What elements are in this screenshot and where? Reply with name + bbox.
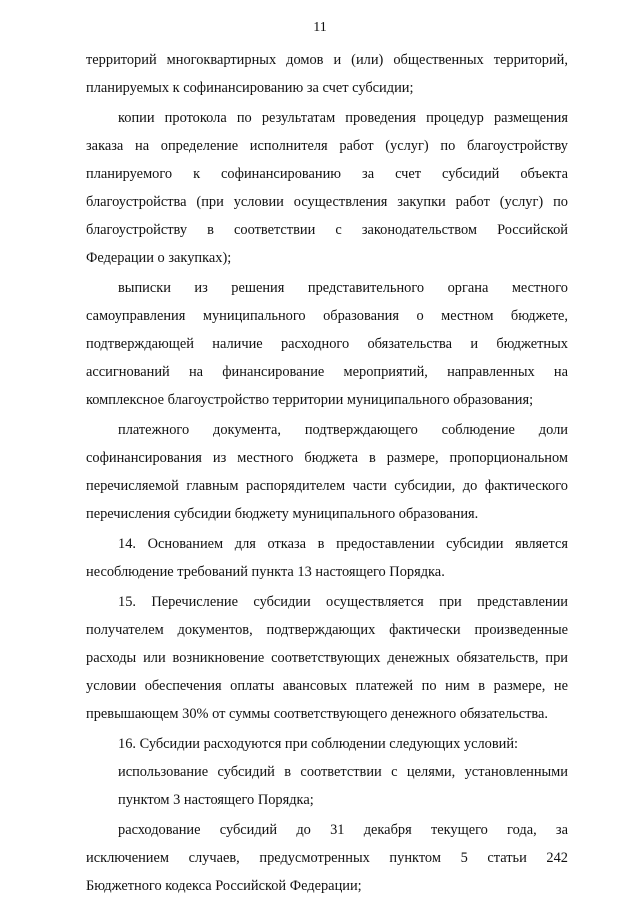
paragraph-budget-extracts bbox=[86, 274, 568, 414]
text-line: комплексное благоустройство территории муниципального образования; bbox=[86, 392, 534, 408]
text-line: 14. Основанием для отказа в предоставлении субсидии является bbox=[118, 536, 568, 552]
paragraph-clause-15 bbox=[86, 588, 568, 728]
text-line: 16. Субсидии расходуются при соблюдении следующих условий: bbox=[118, 736, 519, 752]
page-number: 11 bbox=[313, 20, 327, 35]
text-line: пунктом 3 настоящего Порядка; bbox=[118, 792, 314, 808]
paragraph-payment-document bbox=[86, 416, 568, 528]
text-line: использование субсидий в соответствии с целями, установленными bbox=[118, 764, 568, 780]
text-line: благоустройству в соответствии с законодательством Российской bbox=[86, 222, 568, 238]
text-line: расходы или возникновение соответствующих денежных обязательств, при bbox=[86, 650, 568, 666]
text-line: Бюджетного кодекса Российской Федерации; bbox=[86, 878, 362, 894]
text-line: платежного документа, подтверждающего соблюдение доли bbox=[118, 422, 568, 438]
text-line: планируемого к софинансированию за счет субсидий объекта bbox=[86, 166, 568, 182]
text-line: Федерации о закупках); bbox=[86, 250, 232, 266]
text-line: благоустройства (при условии осуществления закупки работ (услуг) по bbox=[86, 194, 568, 210]
text-line: получателем документов, подтверждающих фактически произведенные bbox=[86, 622, 568, 638]
text-line: выписки из решения представительного органа местного bbox=[118, 280, 568, 296]
paragraph-subsidy-spending bbox=[86, 816, 568, 900]
paragraph-clause-14 bbox=[86, 530, 568, 586]
text-line: перечисления субсидии бюджету муниципального образования. bbox=[86, 506, 479, 522]
text-line: копии протокола по результатам проведения процедур размещения bbox=[118, 110, 568, 126]
paragraph-protocol-copies bbox=[86, 104, 568, 272]
text-line: условии обеспечения оплаты авансовых платежей по ним в размере, не bbox=[86, 678, 568, 694]
text-line: 15. Перечисление субсидии осуществляется при представлении bbox=[118, 594, 568, 610]
text-line: превышающем 30% от суммы соответствующего денежного обязательства. bbox=[86, 706, 548, 722]
text-line: ассигнований на финансирование мероприятий, направленных на bbox=[86, 364, 568, 380]
document-body bbox=[86, 46, 568, 900]
paragraph-clause-16 bbox=[86, 730, 568, 758]
text-line: перечисляемой главным распорядителем части субсидии, до фактического bbox=[86, 478, 568, 494]
text-line: несоблюдение требований пункта 13 настоящего Порядка. bbox=[86, 564, 445, 580]
text-line: территорий многоквартирных домов и (или) общественных территорий, bbox=[86, 52, 568, 68]
text-line: софинансирования из местного бюджета в размере, пропорциональном bbox=[86, 450, 568, 466]
text-line: расходование субсидий до 31 декабря текущего года, за bbox=[118, 822, 568, 838]
text-line: заказа на определение исполнителя работ (услуг) по благоустройству bbox=[86, 138, 568, 154]
paragraph-subsidy-usage bbox=[86, 758, 568, 814]
text-line: самоуправления муниципального образования о местном бюджете, bbox=[86, 308, 568, 324]
text-line: планируемых к софинансированию за счет субсидии; bbox=[86, 80, 414, 96]
paragraph-territories-continued bbox=[86, 46, 568, 102]
text-line: исключением случаев, предусмотренных пунктом 5 статьи 242 bbox=[86, 850, 568, 866]
text-line: подтверждающей наличие расходного обязательства и бюджетных bbox=[86, 336, 568, 352]
